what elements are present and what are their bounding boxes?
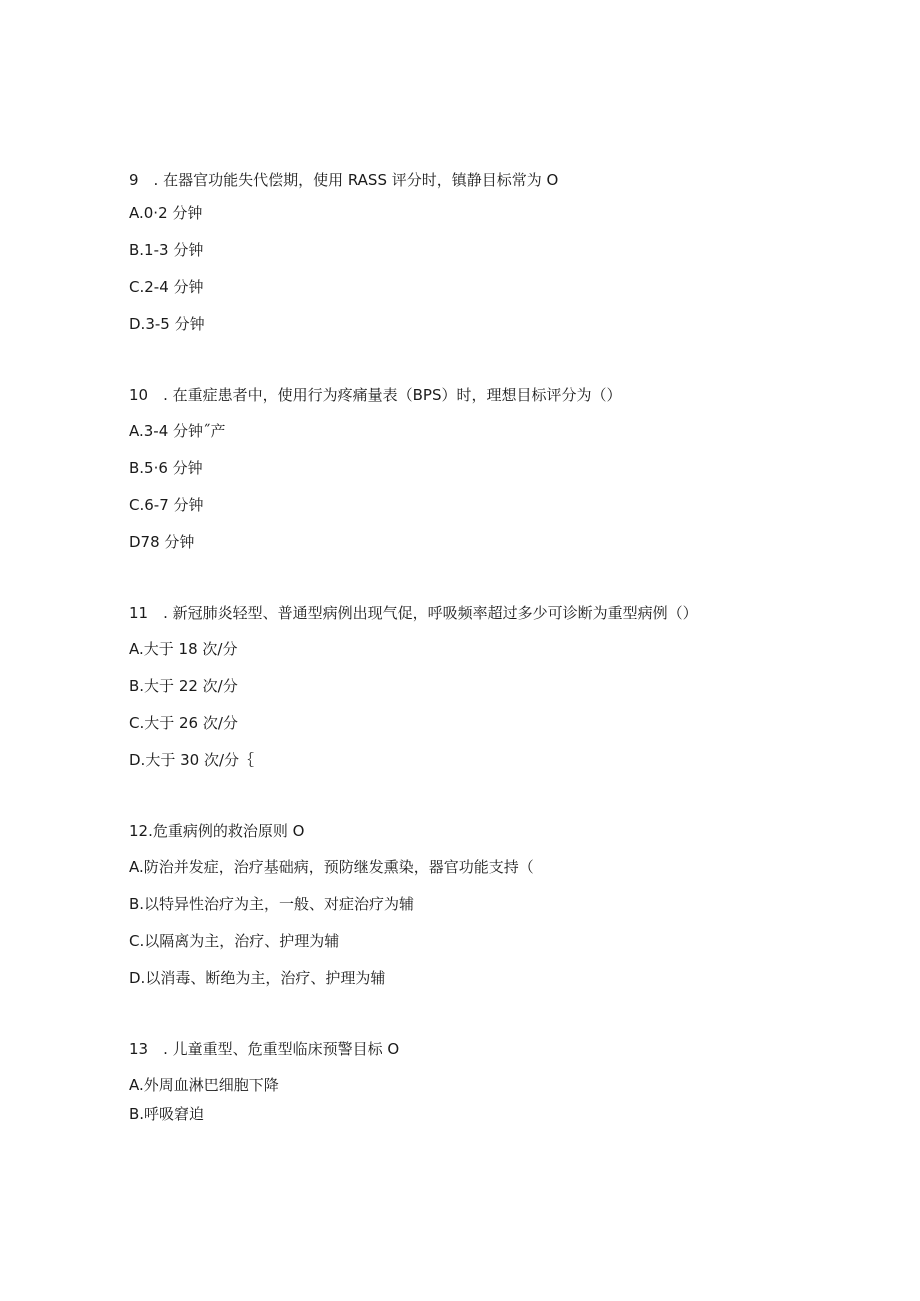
question-9-option-c: C.2-4 分钟 bbox=[129, 278, 204, 296]
question-9-option-b: B.1-3 分钟 bbox=[129, 241, 204, 259]
question-10-option-a: A.3-4 分钟˝产 bbox=[129, 422, 226, 440]
question-11-option-d: D.大于 30 次/分｛ bbox=[129, 751, 254, 769]
question-12-option-b: B.以特异性治疗为主，一般、对症治疗为辅 bbox=[129, 895, 415, 913]
question-12-option-d: D.以消毒、断绝为主，治疗、护理为辅 bbox=[129, 969, 386, 987]
question-13-stem: 13 . 儿童重型、危重型临床预警目标 O bbox=[129, 1040, 400, 1058]
question-11-stem: 11 . 新冠肺炎轻型、普通型病例出现气促，呼吸频率超过多少可诊断为重型病例（） bbox=[129, 604, 698, 622]
question-13-option-a: A.外周血淋巴细胞下降 bbox=[129, 1076, 279, 1094]
question-10-stem: 10 . 在重症患者中，使用行为疼痛量表（BPS）时，理想目标评分为（） bbox=[129, 386, 622, 404]
question-13-option-b: B.呼吸窘迫 bbox=[129, 1105, 205, 1123]
question-11-option-b: B.大于 22 次/分 bbox=[129, 677, 238, 695]
question-12-option-a: A.防治并发症，治疗基础病，预防继发熏染，器官功能支持（ bbox=[129, 858, 534, 876]
question-11-option-a: A.大于 18 次/分 bbox=[129, 640, 238, 658]
question-12-option-c: C.以隔离为主，治疗、护理为辅 bbox=[129, 932, 340, 950]
question-11-option-c: C.大于 26 次/分 bbox=[129, 714, 238, 732]
question-9-option-d: D.3-5 分钟 bbox=[129, 315, 205, 333]
question-9-stem: 9 . 在器官功能失代偿期，使用 RASS 评分时，镇静目标常为 O bbox=[129, 171, 559, 189]
question-10-option-b: B.5·6 分钟 bbox=[129, 459, 203, 477]
question-10-option-c: C.6-7 分钟 bbox=[129, 496, 204, 514]
question-12-stem: 12.危重病例的救治原则 O bbox=[129, 822, 305, 840]
question-9-option-a: A.0·2 分钟 bbox=[129, 204, 203, 222]
question-10-option-d: D78 分钟 bbox=[129, 533, 195, 551]
